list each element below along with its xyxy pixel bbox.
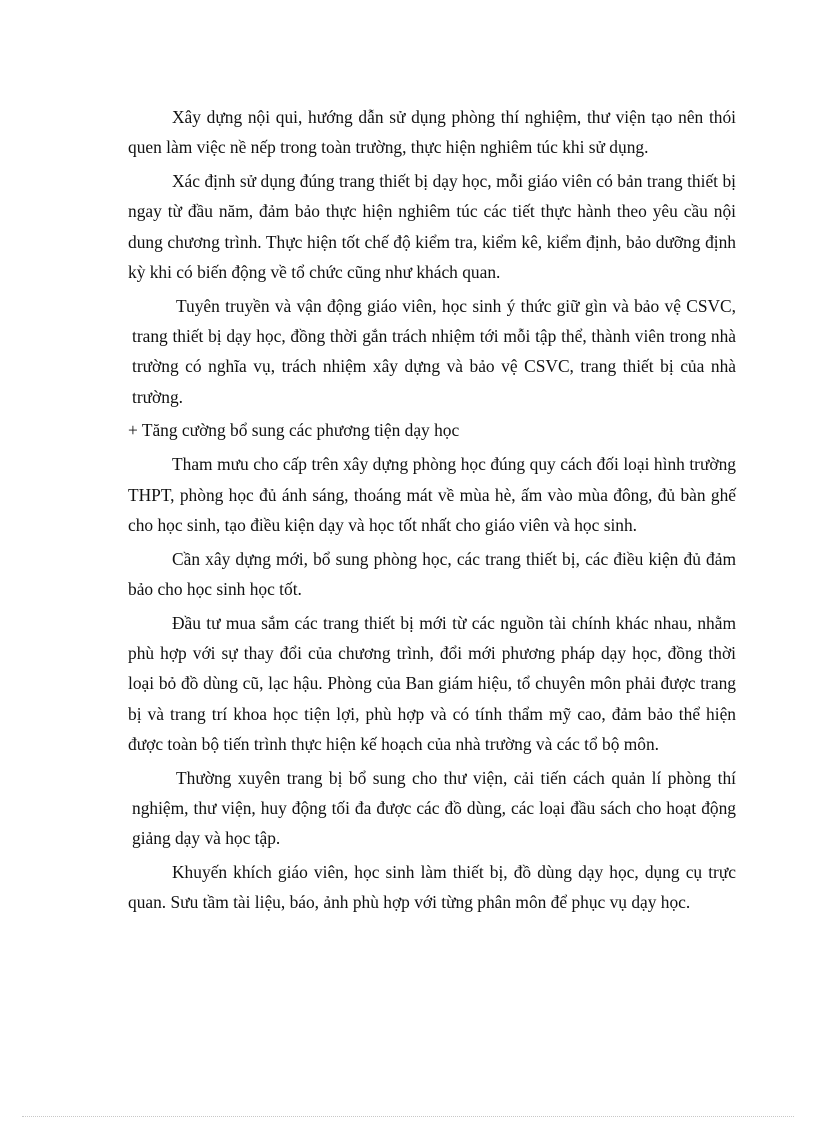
paragraph-teaching-aids: Khuyến khích giáo viên, học sinh làm thiết bị, đồ dùng dạy học, dụng cụ trực quan. Sưu tầm tài liệu, báo, ảnh phù hợp với từng phân môn để phục vụ dạy học.	[128, 862, 736, 913]
document-body	[128, 102, 736, 921]
paragraph-equipment-usage: Xác định sử dụng đúng trang thiết bị dạy học, mỗi giáo viên có bản trang thiết bị ngay từ đầu năm, đảm bảo thực hiện nghiêm túc các tiết thực hành theo yêu cầu nội dung chương trình. Thực hiện tốt chế độ kiểm tra, kiểm kê, kiểm định, bảo dưỡng định kỳ khi có biến động về tổ chức cũng như khách quan.	[128, 171, 736, 282]
paragraph-lab-rules: Xây dựng nội qui, hướng dẫn sử dụng phòng thí nghiệm, thư viện tạo nên thói quen làm việc nề nếp trong toàn trường, thực hiện nghiêm túc khi sử dụng.	[128, 107, 736, 158]
section-heading-teaching-resources: + Tăng cường bổ sung các phương tiện dạy học	[128, 420, 460, 441]
paragraph-classroom-advisory: Tham mưu cho cấp trên xây dựng phòng học đúng quy cách đối loại hình trường THPT, phòng học đủ ánh sáng, thoáng mát về mùa hè, ấm vào mùa đông, đủ bàn ghế cho học sinh, tạo điều kiện dạy và học tốt nhất cho giáo viên và học sinh.	[128, 454, 736, 535]
page-bottom-divider	[22, 1116, 794, 1117]
paragraph-library-supplement: Thường xuyên trang bị bổ sung cho thư viện, cải tiến cách quản lí phòng thí nghiệm, thư viện, huy động tối đa được các đồ dùng, các loại đầu sách cho hoạt động giảng dạy và học tập.	[132, 767, 736, 849]
paragraph-new-classrooms: Cần xây dựng mới, bổ sung phòng học, các trang thiết bị, các điều kiện đủ đảm bảo cho học sinh học tốt.	[128, 548, 736, 599]
paragraph-equipment-investment: Đầu tư mua sắm các trang thiết bị mới từ các nguồn tài chính khác nhau, nhằm phù hợp với sự thay đổi của chương trình, đổi mới phương pháp dạy học, đồng thời loại bỏ đồ dùng cũ, lạc hậu. Phòng của Ban giám hiệu, tổ chuyên môn phải được trang bị và trang trí khoa học tiện lợi, phù hợp và có tính thẩm mỹ cao, đảm bảo thể hiện được toàn bộ tiến trình thực hiện kế hoạch của nhà trường và các tổ bộ môn.	[128, 612, 736, 754]
paragraph-awareness-campaign: Tuyên truyền và vận động giáo viên, học sinh ý thức giữ gìn và bảo vệ CSVC, trang thiết bị dạy học, đồng thời gắn trách nhiệm tới mỗi tập thể, thành viên trong nhà trường có nghĩa vụ, trách nhiệm xây dựng và bảo vệ CSVC, trang thiết bị của nhà trường.	[132, 295, 736, 407]
